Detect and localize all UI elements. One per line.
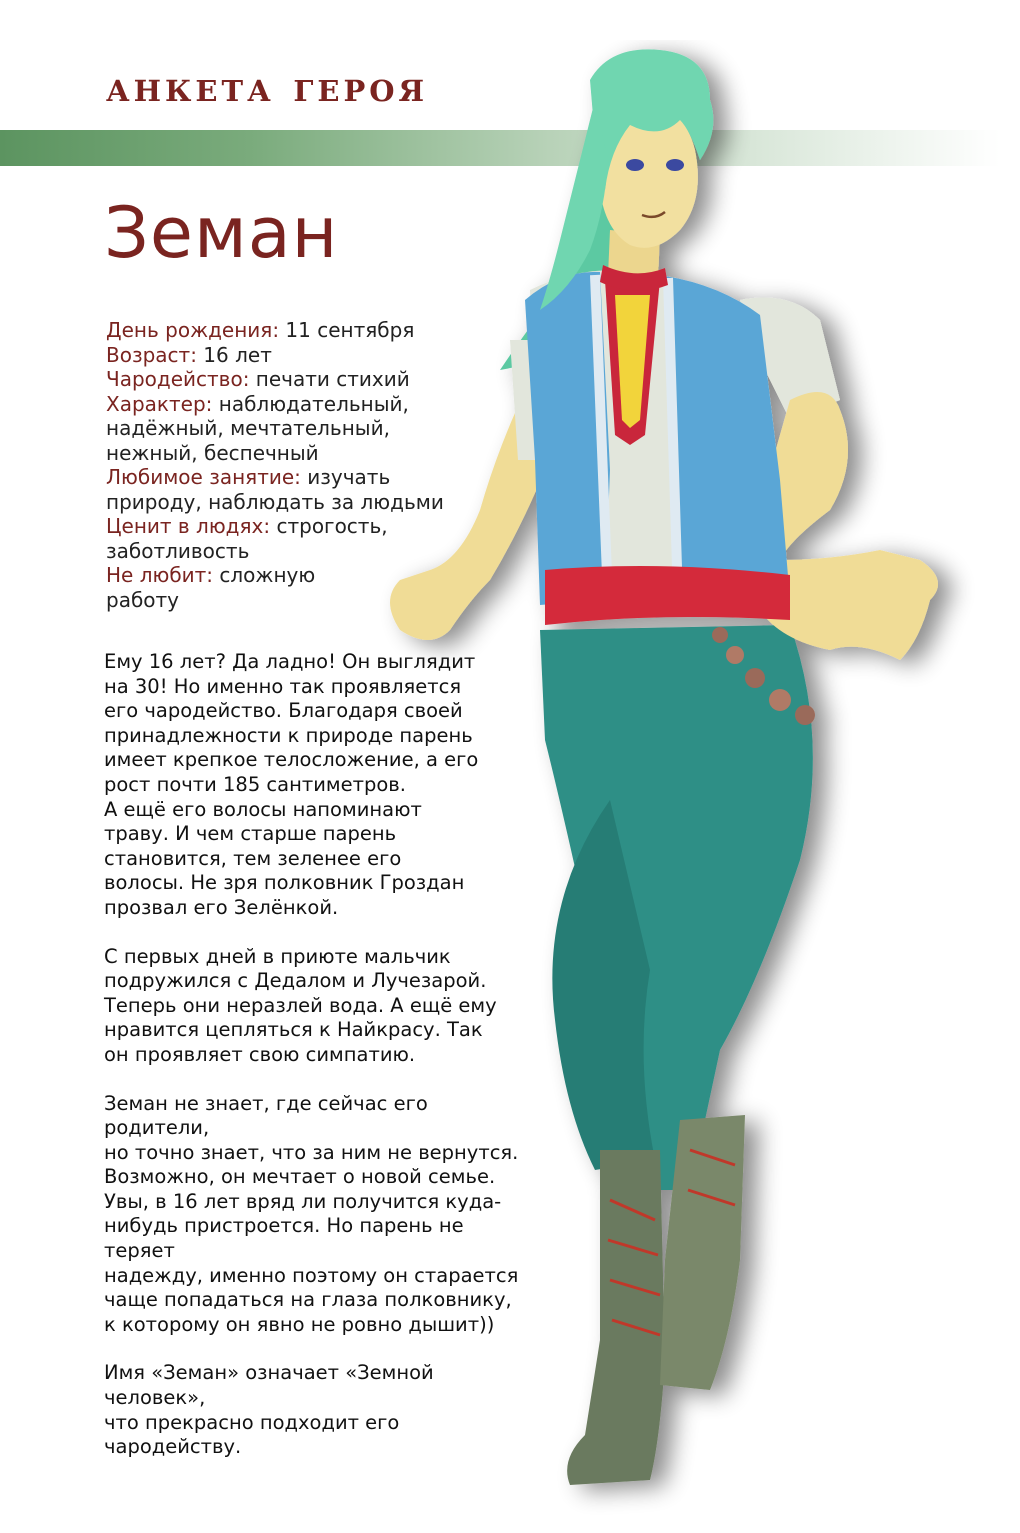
- page-header-title: анкета героя: [106, 62, 429, 111]
- stat-character: [106, 392, 506, 466]
- hero-name: Земан: [104, 192, 339, 274]
- stat-label: Любимое занятие:: [106, 465, 301, 489]
- hero-story: [104, 650, 534, 1484]
- stat-value: 16 лет: [196, 342, 272, 367]
- stat-age: [106, 343, 506, 368]
- stat-label: Ценит в людях:: [106, 514, 271, 538]
- story-paragraph: Земан не знает, где сейчас его родители, но точно знает, что за ним не вернутся. Возможно, он мечтает о новой семье. Увы, в 16 лет вряд ли получится куда- нибудь пристроется. Но парень не теряет надежду, именно поэтому он старается чаще попадаться на глаза полковнику, к которому он явно не ровно дышит)): [104, 1091, 519, 1336]
- stat-label: Возраст:: [106, 342, 197, 367]
- stat-magic: [106, 367, 506, 392]
- hero-stats: [106, 318, 506, 612]
- stat-value: изучать природу, наблюдать за людьми: [106, 465, 444, 514]
- stat-label: Характер:: [106, 391, 213, 416]
- stat-values: [106, 514, 506, 563]
- stat-value: строгость, заботливость: [106, 514, 388, 563]
- stat-dislikes: [106, 563, 506, 612]
- stat-hobby: [106, 465, 506, 514]
- story-paragraph: С первых дней в приюте мальчик подружился с Дедалом и Лучезарой. Теперь они неразлей вода. А ещё ему нравится цепляться к Найкрасу. Так он проявляет свою симпатию.: [104, 944, 497, 1066]
- stat-value: наблюдательный, надёжный, мечтательный, нежный, беспечный: [106, 391, 409, 465]
- stat-label: Чародейство:: [106, 367, 250, 391]
- stat-value: сложную работу: [106, 563, 316, 612]
- story-paragraph: Имя «Земан» означает «Земной человек», что прекрасно подходит его чародейству.: [104, 1361, 434, 1459]
- stat-label: Не любит:: [106, 563, 214, 587]
- story-paragraph: Ему 16 лет? Да ладно! Он выглядит на 30! Но именно так проявляется его чародейство. Благодаря своей принадлежности к природе парень имеет крепкое телосложение, а его рост почти 185 сантиметров. А ещё его волосы напоминают траву. И чем старше парень становится, тем зеленее его волосы. Не зря полковник Гроздан прозвал его Зелёнкой.: [104, 650, 479, 919]
- stat-value: печати стихий: [249, 367, 410, 391]
- stat-birthday: [106, 318, 506, 343]
- stat-label: День рождения:: [106, 318, 280, 342]
- stat-value: 11 сентября: [279, 318, 415, 342]
